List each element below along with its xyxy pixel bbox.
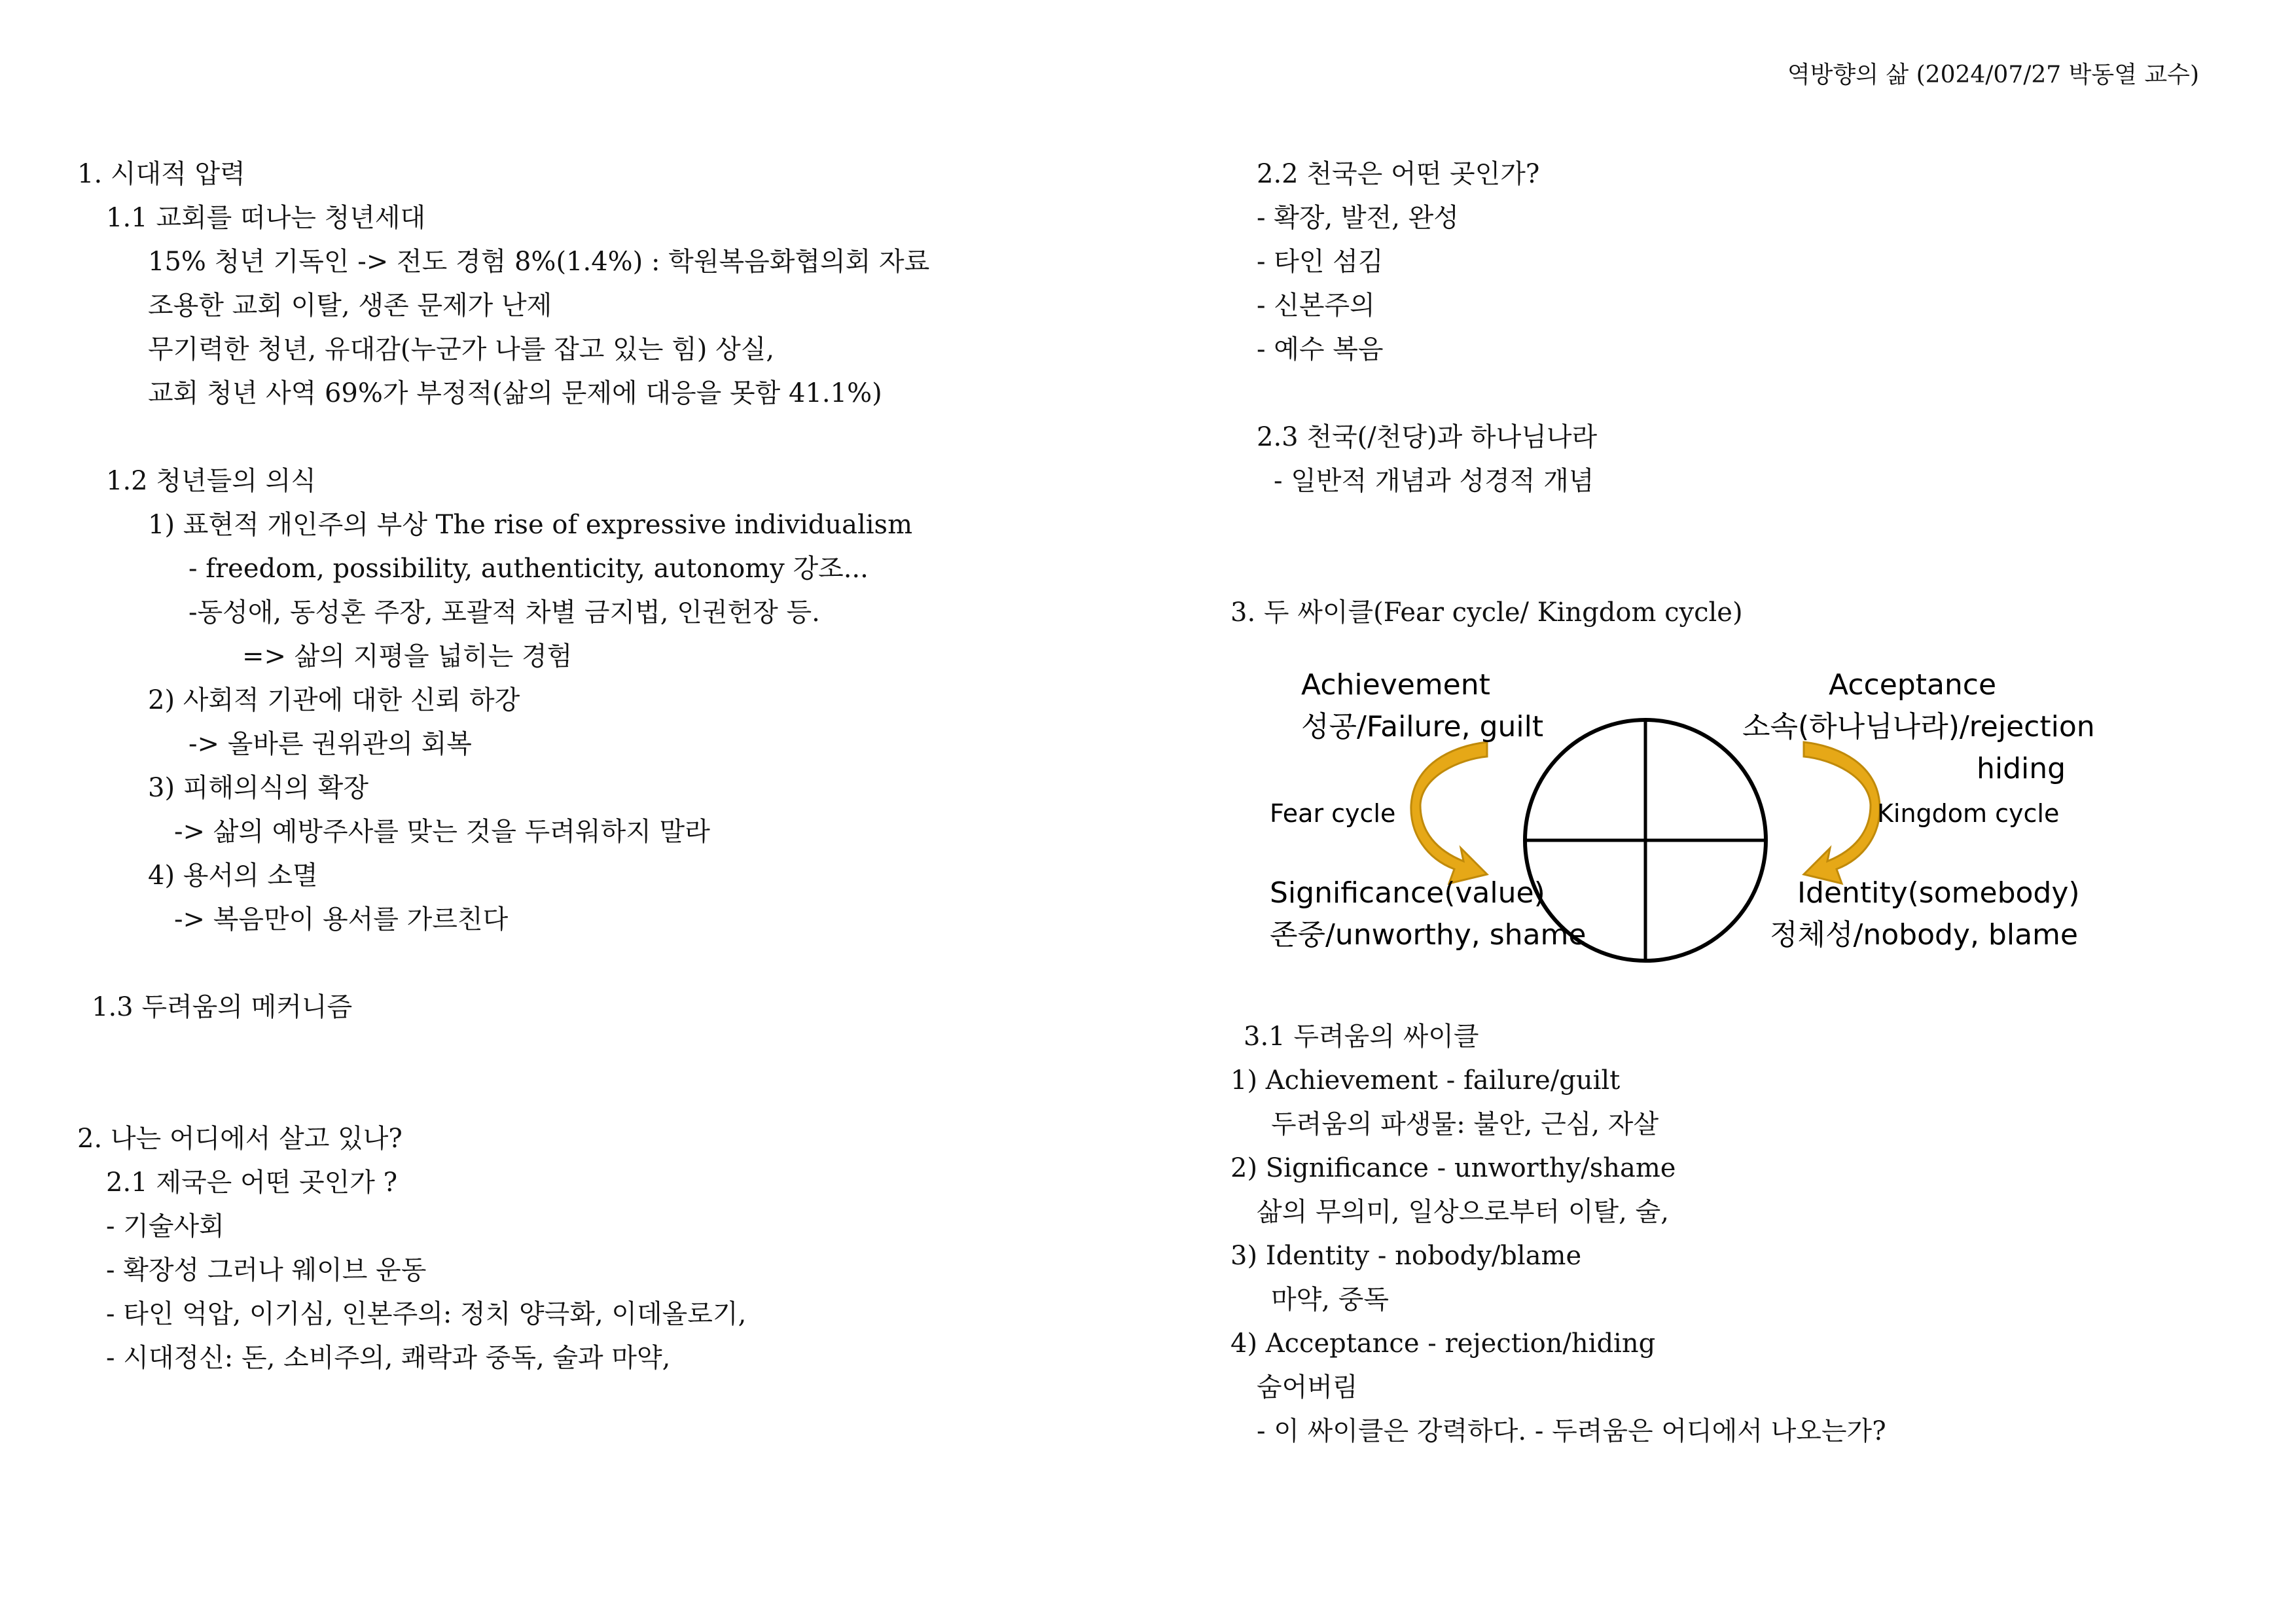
text-line: - 일반적 개념과 성경적 개념 <box>1274 466 1594 496</box>
text-line: 교회 청년 사역 69%가 부정적(삶의 문제에 대응을 못함 41.1%) <box>148 378 882 408</box>
kingdom-cycle-label: Kingdom cycle <box>1877 799 2060 828</box>
list-item: 3) 피해의식의 확장 <box>148 773 368 803</box>
identity-label: Identity(somebody) <box>1797 876 2080 910</box>
list-item: 3) Identity - nobody/blame <box>1230 1241 1582 1271</box>
list-item: 2) Significance - unworthy/shame <box>1230 1153 1676 1183</box>
text-line: => 삶의 지평을 넓히는 경험 <box>242 641 573 671</box>
text-line: -> 삶의 예방주사를 맞는 것을 두려워하지 말라 <box>174 817 710 847</box>
text-line: 마약, 중독 <box>1271 1285 1389 1315</box>
text-line: 조용한 교회 이탈, 생존 문제가 난제 <box>148 291 552 321</box>
significance-sub-label: 존중/unworthy, shame <box>1270 918 1587 952</box>
text-line: - 확장, 발전, 완성 <box>1257 203 1459 233</box>
text-line: - 기술사회 <box>106 1211 224 1241</box>
heading-2: 2. 나는 어디에서 살고 있나? <box>77 1124 403 1154</box>
text-line: - 타인 억압, 이기심, 인본주의: 정치 양극화, 이데올로기, <box>106 1299 747 1329</box>
list-item: 4) Acceptance - rejection/hiding <box>1230 1329 1656 1359</box>
text-line: 숨어버림 <box>1257 1372 1358 1402</box>
achievement-sub-label: 성공/Failure, guilt <box>1301 710 1544 743</box>
heading-3-1: 3.1 두려움의 싸이클 <box>1244 1022 1479 1052</box>
heading-2-3: 2.3 천국(/천당)과 하나님나라 <box>1257 422 1598 452</box>
text-line: - 신본주의 <box>1257 291 1375 321</box>
acceptance-sub-label-2: hiding <box>1977 752 2066 785</box>
heading-2-1: 2.1 제국은 어떤 곳인가 ? <box>106 1168 398 1198</box>
heading-1: 1. 시대적 압력 <box>77 159 245 189</box>
text-line: - 타인 섬김 <box>1257 247 1384 277</box>
heading-2-2: 2.2 천국은 어떤 곳인가? <box>1257 159 1540 189</box>
text-line: -> 복음만이 용서를 가르친다 <box>174 904 509 935</box>
text-line: 두려움의 파생물: 불안, 근심, 자살 <box>1271 1109 1659 1139</box>
text-line: 삶의 무의미, 일상으로부터 이탈, 술, <box>1257 1197 1669 1227</box>
text-line: -동성애, 동성혼 주장, 포괄적 차별 금지법, 인권헌장 등. <box>188 597 820 628</box>
identity-sub-label: 정체성/nobody, blame <box>1770 918 2078 952</box>
heading-1-3: 1.3 두려움의 메커니즘 <box>92 992 353 1022</box>
text-line: - 시대정신: 돈, 소비주의, 쾌락과 중독, 술과 마약, <box>106 1343 671 1373</box>
fear-cycle-label: Fear cycle <box>1270 799 1396 828</box>
kingdom-cycle-arrow-icon <box>1804 742 1880 883</box>
heading-1-1: 1.1 교회를 떠나는 청년세대 <box>106 203 426 233</box>
list-item: 4) 용서의 소멸 <box>148 861 318 891</box>
text-line: 무기력한 청년, 유대감(누군가 나를 잡고 있는 힘) 상실, <box>148 334 775 365</box>
page-header: 역방향의 삶 (2024/07/27 박동열 교수) <box>1787 62 2199 88</box>
achievement-label: Achievement <box>1301 668 1490 702</box>
list-item: 1) 표현적 개인주의 부상 The rise of expressive individualism <box>148 510 912 540</box>
text-line: - 확장성 그러나 웨이브 운동 <box>106 1255 427 1285</box>
significance-label: Significance(value) <box>1270 876 1545 910</box>
heading-3: 3. 두 싸이클(Fear cycle/ Kingdom cycle) <box>1230 597 1743 628</box>
acceptance-label: Acceptance <box>1829 668 1997 702</box>
fear-cycle-arrow-icon <box>1411 742 1487 883</box>
text-line: - freedom, possibility, authenticity, autonomy 강조... <box>188 554 869 584</box>
text-line: - 이 싸이클은 강력하다. - 두려움은 어디에서 나오는가? <box>1257 1416 1886 1446</box>
acceptance-sub-label: 소속(하나님나라)/rejection <box>1742 710 2095 743</box>
list-item: 2) 사회적 기관에 대한 신뢰 하강 <box>148 685 520 715</box>
list-item: 1) Achievement - failure/guilt <box>1230 1065 1621 1096</box>
heading-1-2: 1.2 청년들의 의식 <box>106 466 316 496</box>
text-line: - 예수 복음 <box>1257 334 1384 365</box>
text-line: 15% 청년 기독인 -> 전도 경험 8%(1.4%) : 학원복음화협의회 자료 <box>148 247 930 277</box>
text-line: -> 올바른 권위관의 회복 <box>188 729 472 759</box>
